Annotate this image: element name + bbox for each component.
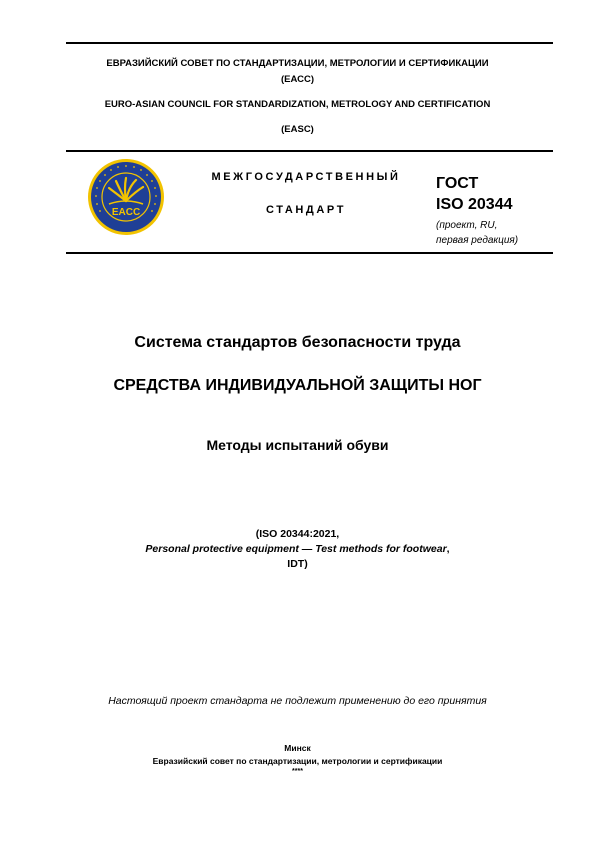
iso-ref-line2 (0, 542, 595, 556)
standard-kind-line1: МЕЖГОСУДАРСТВЕННЫЙ (211, 171, 401, 183)
council-name-ru: ЕВРАЗИЙСКИЙ СОВЕТ ПО СТАНДАРТИЗАЦИИ, МЕТРОЛОГИИ И СЕРТИФИКАЦИИ (106, 58, 489, 69)
draft-status-line1: (проект, RU, (436, 220, 498, 231)
standard-number: ISO 20344 (436, 196, 513, 213)
system-title: Система стандартов безопасности труда (134, 334, 461, 351)
iso-ref-line3: IDT) (287, 558, 308, 570)
top-rule (66, 42, 553, 44)
main-title: СРЕДСТВА ИНДИВИДУАЛЬНОЙ ЗАЩИТЫ НОГ (113, 377, 482, 394)
header-rule (66, 150, 553, 152)
easc-emblem-icon (87, 158, 165, 236)
draft-notice: Настоящий проект стандарта не подлежит применению до его принятия (108, 695, 487, 707)
council-abbr-en: (EASC) (281, 124, 314, 135)
logo-text: EACC (111, 207, 141, 218)
iso-ref-title: Personal protective equipment — Test methods for footwear (145, 543, 447, 555)
footer-publisher: Евразийский совет по стандартизации, метрологии и сертификации (152, 756, 443, 766)
footer-stars: **** (292, 768, 303, 775)
standard-kind-line2: СТАНДАРТ (265, 204, 347, 216)
sub-title: Методы испытаний обуви (206, 437, 389, 453)
draft-status-line2: первая редакция) (436, 235, 519, 246)
iso-ref-line1: (ISO 20344:2021, (255, 528, 340, 540)
footer-city: Минск (284, 743, 311, 753)
iso-ref-comma: , (446, 543, 450, 555)
easc-logo (87, 158, 165, 236)
council-abbr-ru: (ЕАСС) (280, 74, 314, 85)
gost-label: ГОСТ (436, 175, 479, 192)
council-name-en: EURO-ASIAN COUNCIL FOR STANDARDIZATION, METROLOGY AND CERTIFICATION (104, 99, 491, 110)
header-bottom-rule (66, 252, 553, 254)
